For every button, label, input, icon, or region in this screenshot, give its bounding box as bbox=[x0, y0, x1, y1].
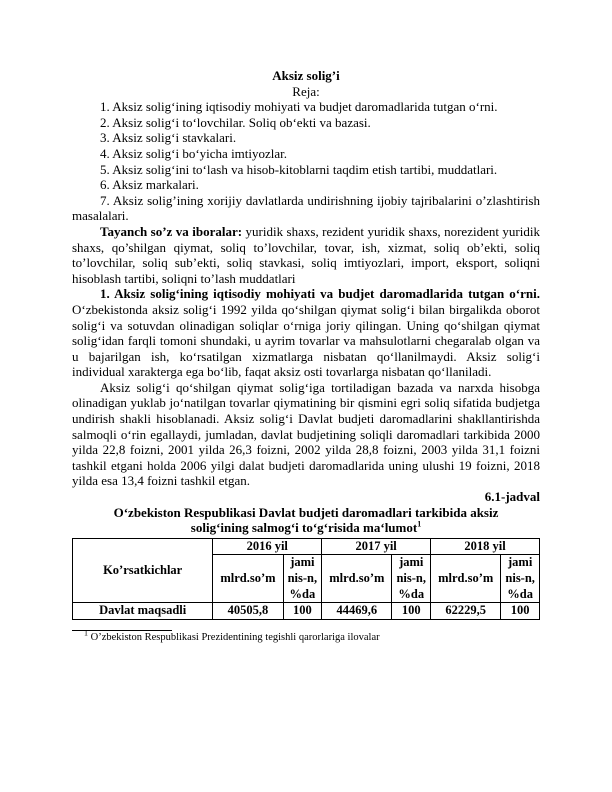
unit-share-line: %da bbox=[507, 586, 533, 601]
row-header-cell: Ko’rsatkichlar bbox=[73, 538, 213, 602]
keywords-paragraph bbox=[72, 224, 540, 286]
plan-item: 7. Aksiz solig’ining xorijiy davlatlarda undirishning ijobiy tajribalarini o’zlashtirish masalalari. bbox=[72, 192, 540, 224]
plan-item: 4. Aksiz solig‘i bo‘yicha imtiyozlar. bbox=[100, 145, 288, 161]
plan-item: 5. Aksiz solig‘ini to‘lash va hisob-kitoblarni taqdim etish tartibi, muddatlari. bbox=[100, 161, 498, 177]
plan-item: 2. Aksiz solig‘i to‘lovchilar. Soliq ob‘ekti va bazasi. bbox=[100, 114, 371, 130]
document-page bbox=[72, 68, 540, 645]
unit-amount-header: mlrd.so’m bbox=[322, 555, 392, 603]
unit-share-line: %da bbox=[289, 586, 316, 601]
section1-heading: 1. Aksiz solig‘ining iqtisodiy mohiyati va budjet daromadlarida tutgan o‘rni. bbox=[100, 286, 540, 302]
plan-list bbox=[72, 99, 540, 224]
table-cell: 100 bbox=[501, 603, 540, 620]
table-title bbox=[72, 505, 540, 536]
row-label: Davlat maqsadli bbox=[73, 603, 213, 620]
year-header: 2018 yil bbox=[431, 538, 540, 555]
unit-share-line: nis-n, bbox=[287, 571, 318, 585]
table-title-footnote-mark: 1 bbox=[417, 519, 422, 529]
unit-share-line: %da bbox=[398, 586, 425, 601]
footnote bbox=[72, 628, 540, 645]
keywords-label: Tayanch so’z va iboralar: bbox=[100, 223, 243, 239]
table-title-text: O‘zbekiston Respublikasi Davlat budjeti daromadlari tarkibida aksiz solig‘ining salmog‘i to‘g‘risida ma‘lumot bbox=[113, 504, 499, 536]
plan-item: 6. Aksiz markalari. bbox=[100, 177, 199, 193]
unit-share-header bbox=[392, 555, 431, 603]
table-cell: 62229,5 bbox=[431, 603, 501, 620]
table-row bbox=[73, 603, 540, 620]
footnote-mark: 1 bbox=[84, 628, 88, 638]
table-cell: 44469,6 bbox=[322, 603, 392, 620]
table-cell: 40505,8 bbox=[213, 603, 283, 620]
unit-amount-header: mlrd.so’m bbox=[213, 555, 283, 603]
document-title: Aksiz solig’i bbox=[272, 68, 340, 83]
year-header: 2016 yil bbox=[213, 538, 322, 555]
year-header: 2017 yil bbox=[322, 538, 431, 555]
section1-text: O‘zbekistonda aksiz solig‘i 1992 yilda qo‘shilgan qiymat solig‘i bilan birgalikda oborot solig‘i va sotuvdan olinadigan soliqlar o‘rniga joriy qilingan. Uning qo‘shilgan qiymat solig‘idan farqli tomoni shundaki, u ayrim tovarlar va mahsulotlarni chegaralab olgan va u bajarilgan ish, ko‘rsatilgan xizmatlarga nisbatan qo‘llanilmaydi. Aksiz solig‘i individual xarakterga ega bo‘lib, faqat aksiz osti tovarlarga nisbatan qo‘llaniladi. bbox=[72, 301, 540, 380]
paragraph-2: Aksiz solig‘i qo‘shilgan qiymat solig‘iga tortiladigan bazada va narxda hisobga olinadigan yuklab jo‘natilgan tovarlar qiymatining bir qismini egri soliq sifatida budjetga undirish shakli hisoblanadi. Aksiz solig‘i Davlat budjeti daromadlarini shakllantirishda salmoqli o‘rin egallaydi, jumladan, davlat budjetining soliqli daromadlari tarkibida 2000 yilda 22,8 foizni, 2001 yilda 26,3 foizni, 2002 yilda 28,8 foizni, 2003 yilda 31,1 foizni tashkil etgani holda 2006 yilgi dalat budjeti daromadlarida uning ulushi 19 foizni, 2018 yilda esa 13,4 foizni tashkil etgan. bbox=[72, 379, 540, 489]
unit-share-line: nis-n, bbox=[396, 571, 427, 585]
table-cell: 100 bbox=[283, 603, 322, 620]
unit-share-line: jami bbox=[399, 555, 424, 570]
unit-share-line: jami bbox=[290, 555, 315, 570]
table-number: 6.1-jadval bbox=[484, 489, 540, 505]
plan-item: 3. Aksiz solig‘i stavkalari. bbox=[100, 130, 237, 146]
section1-paragraph bbox=[72, 286, 540, 380]
unit-share-header bbox=[501, 555, 540, 603]
keywords-text: yuridik shaxs, rezident yuridik shaxs, norezident yuridik shaxs, qo’shilgan qiymat, soliq to’lovchilar, tovar, ish, xizmat, soliq ob’ekti, soliq to’lovchilar, soliq sub’ekti, soliq stavkasi, soliq imtiyozlari, import, eksport, soliqni hisoblash tartibi, soliqni to’lash muddatlari bbox=[72, 223, 540, 286]
plan-label: Reja: bbox=[292, 83, 320, 99]
unit-share-line: jami bbox=[508, 555, 533, 570]
footnote-text: O’zbekiston Respublikasi Prezidentining tegishli qarorlariga ilovalar bbox=[88, 631, 380, 643]
table-cell: 100 bbox=[392, 603, 431, 620]
unit-amount-header: mlrd.so’m bbox=[431, 555, 501, 603]
unit-share-line: nis-n, bbox=[505, 571, 535, 585]
unit-share-header bbox=[283, 555, 322, 603]
plan-item: 1. Aksiz solig‘ining iqtisodiy mohiyati va budjet daromadlarida tutgan o‘rni. bbox=[100, 99, 498, 115]
data-table bbox=[72, 538, 540, 620]
